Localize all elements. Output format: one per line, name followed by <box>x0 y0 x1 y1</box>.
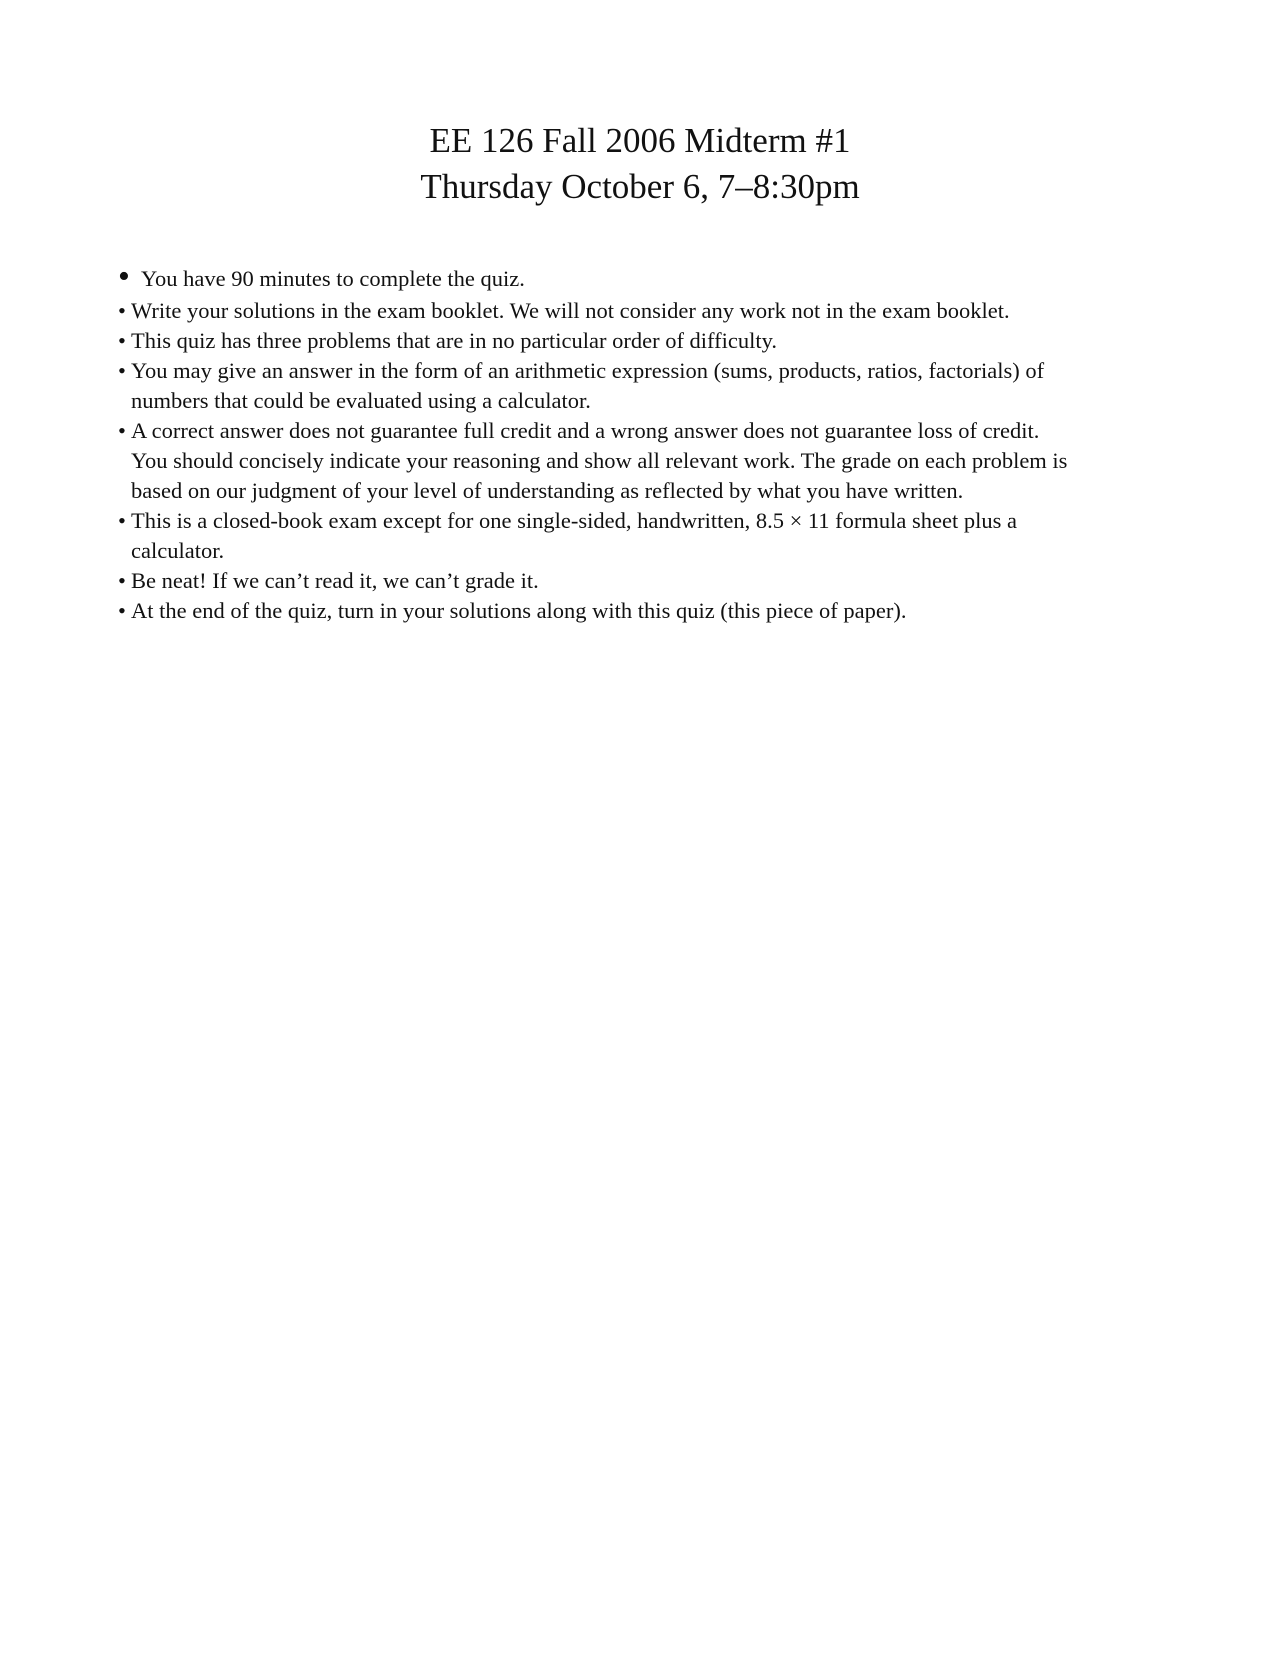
exam-title: EE 126 Fall 2006 Midterm #1 <box>429 121 851 160</box>
bullet-icon: • <box>118 298 126 323</box>
instructions-list <box>118 258 1080 626</box>
instruction-text: A correct answer does not guarantee full credit and a wrong answer does not guarantee loss of credit. You should concisely indicate your reasoning and show all relevant work. The grade on each problem is based on our judgment of your level of understanding as reflected by what you have written. <box>131 418 1068 503</box>
bullet-icon: • <box>118 508 126 533</box>
instruction-item <box>118 326 1080 356</box>
instruction-text: This is a closed-book exam except for one single-sided, handwritten, 8.5 × 11 formula sheet plus a calculator. <box>131 508 1018 563</box>
bullet-icon: • <box>118 418 126 443</box>
instruction-text: This quiz has three problems that are in no particular order of difficulty. <box>131 328 778 353</box>
instruction-item <box>118 596 1080 626</box>
instruction-item <box>118 566 1080 596</box>
instruction-item <box>118 506 1080 566</box>
bullet-icon: • <box>118 258 130 295</box>
instruction-text: You may give an answer in the form of an arithmetic expression (sums, products, ratios, factorials) of numbers that could be evaluated using a calculator. <box>131 358 1045 413</box>
instruction-item <box>118 416 1080 506</box>
instruction-item <box>118 356 1080 416</box>
exam-date-time: Thursday October 6, 7–8:30pm <box>420 167 860 206</box>
bullet-icon: • <box>118 358 126 383</box>
bullet-icon: • <box>118 598 126 623</box>
bullet-icon: • <box>118 568 126 593</box>
instruction-item <box>118 296 1080 326</box>
instruction-text: Be neat! If we can’t read it, we can’t grade it. <box>131 568 539 593</box>
instruction-item <box>118 258 1080 295</box>
instruction-text: Write your solutions in the exam booklet. We will not consider any work not in the exam booklet. <box>131 298 1010 323</box>
exam-header <box>0 118 1280 210</box>
instruction-text: At the end of the quiz, turn in your solutions along with this quiz (this piece of paper). <box>131 598 907 623</box>
bullet-icon: • <box>118 328 126 353</box>
instruction-text: You have 90 minutes to complete the quiz. <box>141 266 525 291</box>
